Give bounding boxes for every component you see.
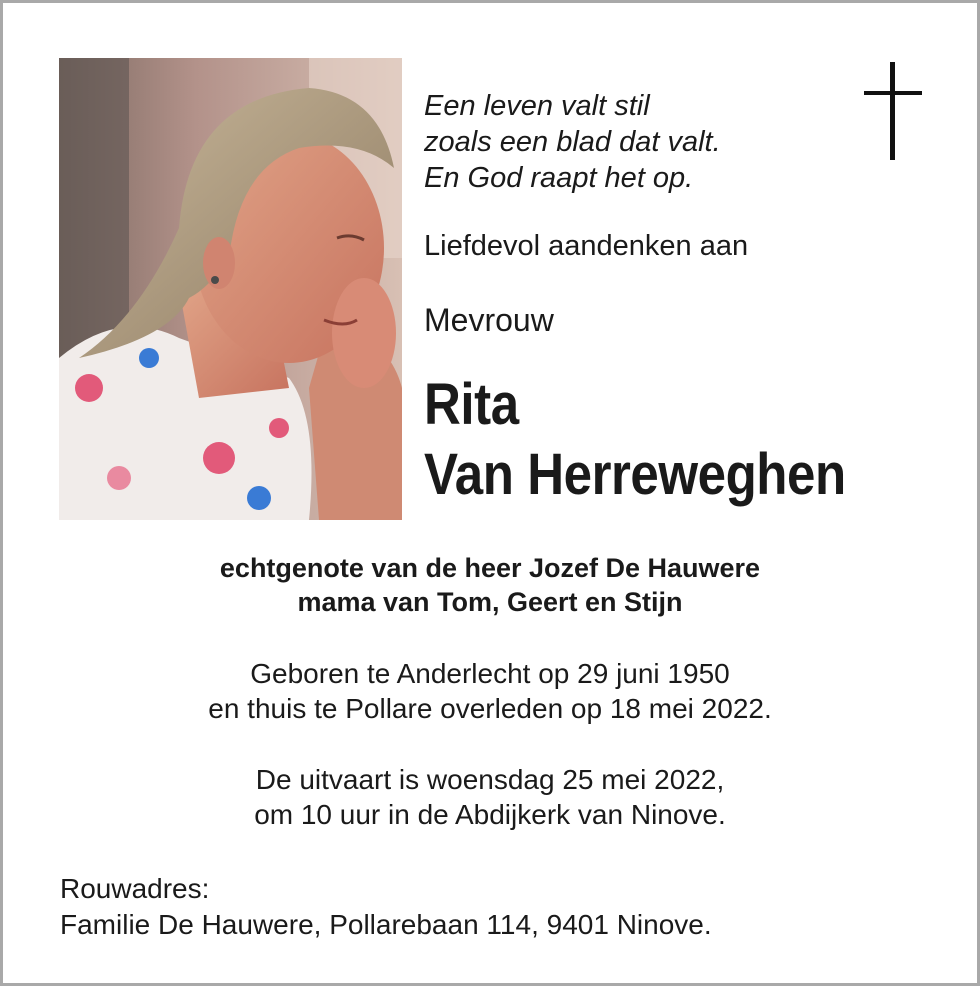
- honorific: Mevrouw: [424, 302, 554, 338]
- funeral-line: De uitvaart is woensdag 25 mei 2022,: [255, 764, 725, 795]
- relation-line: mama van Tom, Geert en Stijn: [297, 587, 683, 617]
- last-name: Van Herreweghen: [424, 442, 846, 507]
- portrait-photo: [59, 58, 402, 520]
- funeral-line: om 10 uur in de Abdijkerk van Ninove.: [254, 799, 726, 830]
- poem: [424, 88, 721, 196]
- address-label: Rouwadres:: [60, 873, 210, 904]
- poem-line: Een leven valt stil: [424, 90, 650, 122]
- death-line: en thuis te Pollare overleden op 18 mei 2022.: [208, 693, 772, 724]
- address-value: Familie De Hauwere, Pollarebaan 114, 9401 Ninove.: [60, 909, 712, 940]
- mourning-address: [60, 871, 712, 943]
- intro-text: Liefdevol aandenken aan: [424, 230, 749, 262]
- poem-line: En God raapt het op.: [424, 162, 694, 194]
- relation-line: echtgenote van de heer Jozef De Hauwere: [219, 553, 761, 583]
- poem-line: zoals een blad dat valt.: [424, 126, 721, 158]
- birth-line: Geboren te Anderlecht op 29 juni 1950: [250, 658, 730, 689]
- portrait-illustration: [59, 58, 402, 520]
- funeral-block: [0, 762, 980, 832]
- first-name: Rita: [424, 372, 519, 437]
- dates-block: [0, 656, 980, 726]
- deceased-name: [424, 370, 846, 510]
- cross-icon: [864, 62, 922, 160]
- relation-block: [0, 551, 980, 619]
